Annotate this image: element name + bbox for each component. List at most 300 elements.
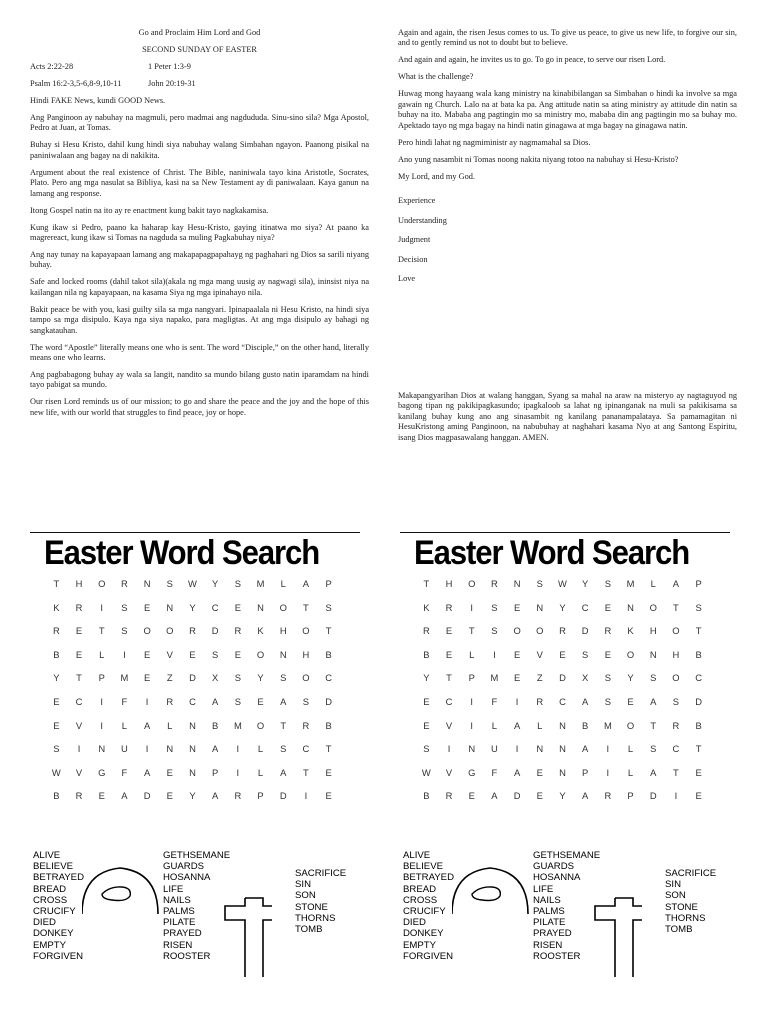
grid-letter: P (325, 578, 332, 589)
grid-letter: A (491, 790, 498, 802)
grid-letter: A (513, 766, 521, 778)
grid-letter: E (143, 601, 151, 613)
grid-letter: T (695, 743, 702, 755)
grid-letter: E (189, 648, 196, 660)
grid-letter: P (98, 672, 105, 684)
grid-letter: N (257, 601, 264, 613)
grid-letter: V (75, 719, 83, 731)
paragraph: Our risen Lord reminds us of our mission; to go and share the peace and the joy and the hope of this new life, with our world that struggles to find peace, joy or hope. (30, 397, 369, 417)
grid-letter: I (470, 719, 474, 731)
grid-letter: H (279, 625, 287, 637)
grid-letter: G (468, 766, 476, 778)
grid-letter: A (143, 719, 151, 731)
grid-letter: W (421, 766, 431, 778)
grid-letter: E (75, 625, 83, 637)
verb-item: Judgment (398, 235, 431, 245)
grid-letter: I (304, 790, 308, 802)
grid-letter: S (650, 743, 657, 755)
grid-letter: T (53, 578, 60, 589)
grid-letter: T (303, 601, 309, 613)
paragraph: Ang nay tunay na kapayapaan lamang ang makapapagpapahayg ng paghahari ng Dios sa sarili niyang buhay. (30, 250, 369, 270)
grid-letter: R (234, 790, 242, 802)
grid-letter: R (491, 578, 498, 589)
reading-row (30, 79, 369, 89)
grid-letter: R (604, 625, 612, 637)
grid-letter: A (280, 695, 287, 707)
grid-letter: V (166, 648, 173, 660)
grid-letter: I (100, 601, 104, 613)
grid-letter: C (302, 743, 310, 755)
paragraph: Itong Gospel natin na ito ay re enactment kung bakit tayo nagkakamisa. (30, 205, 269, 215)
paragraph: Bakit peace be with you, kasi guilty sila sa mga nangyari. Ipinapaalala ni Hesu Kristo, na hindi siya tampo sa mga disipulo. Kaya nga siya napako, para magligtas. At ang mga disipulo ay bahagi ng sangkatauhan. (30, 304, 369, 335)
verb-item: Love (398, 274, 416, 284)
grid-letter: R (166, 695, 174, 707)
reading-ref: Psalm 16:2-3,5-6,8-9,10-11 (30, 79, 122, 88)
grid-letter: N (166, 601, 174, 613)
grid-letter: B (423, 648, 430, 660)
grid-letter: F (491, 766, 498, 778)
grid-letter: B (212, 719, 219, 731)
grid-letter: W (558, 578, 567, 589)
verb-item: Experience (398, 196, 436, 206)
grid-letter: I (123, 648, 126, 660)
grid-letter: A (582, 695, 589, 707)
word-list: GETHSEMANE GUARDS HOSANNA LIFE NAILS PALMS PILATE PRAYED RISEN ROOSTER (533, 850, 601, 962)
grid-letter: E (445, 648, 453, 660)
grid-letter: D (211, 625, 219, 637)
grid-letter: C (211, 601, 219, 613)
grid-letter: N (627, 601, 634, 613)
reading-ref: 1 Peter 1:3-9 (148, 62, 191, 71)
grid-letter: E (166, 766, 173, 778)
grid-letter: T (325, 625, 332, 637)
grid-letter: R (234, 625, 242, 637)
grid-letter: O (166, 625, 174, 637)
grid-letter: O (626, 648, 635, 660)
grid-letter: E (143, 648, 151, 660)
grid-letter: X (212, 672, 219, 684)
reading-row (30, 62, 369, 72)
grid-letter: E (98, 790, 105, 802)
grid-letter: Y (212, 578, 219, 589)
grid-letter: E (695, 766, 702, 778)
page-subtitle: SECOND SUNDAY OF EASTER (142, 45, 257, 54)
grid-letter: T (673, 601, 679, 613)
grid-letter: B (582, 719, 589, 731)
grid-letter: B (695, 719, 702, 731)
grid-letter: I (77, 743, 81, 755)
right-paragraphs (398, 28, 737, 182)
grid-letter: N (189, 766, 196, 778)
paragraph: Argument about the real existence of Christ. The Bible, naniniwala tayo kina Aristotle, Socrates, Plato. Pero ang mga nasulat sa Bibliya, kasi na sa New Testament ay di paniwalaan. Kaya ganun na lamang ang response. (30, 167, 369, 198)
grid-letter: U (491, 743, 498, 755)
grid-letter: Y (559, 601, 566, 613)
page-title: Go and Proclaim Him Lord and God (138, 28, 261, 37)
grid-letter: X (582, 672, 589, 684)
grid-letter: H (649, 625, 657, 637)
grid-letter: A (650, 766, 657, 778)
paragraph: Ang Panginoon ay nabuhay na magmuli, pero madmai ang nagdududa. Sinu-sino sila? Mga Apostol, Pedro at Juan, at Tomas. (30, 113, 369, 133)
grid-letter: B (325, 648, 332, 660)
grid-letter: E (536, 790, 543, 802)
grid-letter: L (257, 766, 264, 778)
grid-letter: Y (189, 601, 196, 613)
grid-letter: E (604, 648, 611, 660)
grid-letter: A (212, 695, 219, 707)
grid-letter: S (234, 695, 241, 707)
grid-letter: T (446, 672, 452, 684)
grid-letter: O (672, 672, 680, 684)
grid-letter: D (649, 790, 657, 802)
paragraph: And again and again, he invites us to go. To go in peace, to serve our risen Lord. (398, 55, 666, 65)
grid-letter: S (423, 743, 430, 755)
grid-letter: I (145, 743, 149, 755)
grid-letter: Y (53, 672, 60, 684)
grid-letter: L (650, 578, 656, 589)
grid-letter: E (468, 790, 475, 802)
word-list: GETHSEMANE GUARDS HOSANNA LIFE NAILS PALMS PILATE PRAYED RISEN ROOSTER (163, 850, 231, 962)
grid-letter: S (604, 578, 611, 589)
grid-letter: I (493, 648, 496, 660)
grid-letter: I (606, 743, 610, 755)
grid-letter: N (559, 766, 566, 778)
grid-letter: E (536, 766, 543, 778)
title-rule (30, 532, 360, 533)
grid-letter: S (234, 578, 241, 589)
grid-letter: I (606, 766, 610, 778)
grid-letter: V (75, 766, 83, 778)
grid-letter: E (257, 695, 264, 707)
grid-letter: P (468, 672, 475, 684)
grid-letter: O (513, 625, 521, 637)
grid-letter: E (53, 695, 60, 707)
grid-letter: K (257, 625, 264, 637)
grid-letter: N (143, 578, 151, 589)
grid-letter: R (189, 625, 196, 637)
grid-letter: S (212, 648, 219, 660)
word-list: ALIVE BELIEVE BETRAYED BREAD CROSS CRUCIFY DIED DONKEY EMPTY FORGIVEN (33, 850, 84, 962)
paragraph: Kung ikaw si Pedro, paano ka haharap kay Hesu-Kristo, gaying itinatwa mo siya? At paano ka magrereact, kung ikaw si Tomas na nagduda sa muling Pagkabuhay niya? (30, 222, 369, 243)
grid-letter: S (280, 672, 287, 684)
grid-letter: T (695, 625, 702, 637)
paragraph: Ano yung nasambit ni Tomas noong nakita niyang totoo na nabuhay si Hesu-Kristo? (398, 154, 679, 164)
grid-letter: E (423, 719, 430, 731)
grid-letter: D (559, 672, 566, 684)
grid-letter: S (695, 601, 702, 613)
grid-letter: L (491, 719, 498, 731)
paragraph: The word “Apostle” literally means one who is sent. The word “Disciple,” on the other hand, literally means one who learns. (30, 342, 369, 363)
grid-letter: R (52, 625, 60, 637)
grid-letter: E (143, 672, 151, 684)
grid-letter: B (53, 790, 60, 802)
grid-letter: O (279, 601, 287, 613)
grid-letter: Y (189, 790, 196, 802)
grid-letter: A (212, 790, 219, 802)
verbs-list (398, 196, 737, 285)
grid-letter: I (236, 766, 240, 778)
grid-letter: S (325, 601, 332, 613)
grid-letter: O (302, 625, 310, 637)
grid-letter: L (627, 766, 634, 778)
grid-letter: A (280, 766, 287, 778)
grid-letter: A (672, 578, 680, 589)
grid-letter: U (121, 743, 128, 755)
grid-letter: A (513, 719, 521, 731)
grid-letter: L (121, 719, 128, 731)
grid-letter: T (325, 743, 332, 755)
grid-letter: R (75, 790, 83, 802)
grid-letter: O (626, 719, 635, 731)
grid-letter: M (490, 672, 499, 684)
grid-letter: S (121, 601, 128, 613)
grid-letter: M (233, 719, 242, 731)
grid-letter: I (470, 601, 474, 613)
grid-letter: E (234, 648, 241, 660)
grid-letter: O (256, 719, 265, 731)
grid-letter: O (672, 625, 680, 637)
grid-letter: L (167, 719, 173, 731)
grid-letter: O (536, 625, 544, 637)
grid-letter: C (581, 601, 589, 613)
grid-letter: R (536, 695, 544, 707)
right-column (398, 28, 737, 294)
grid-letter: B (53, 648, 60, 660)
grid-letter: C (75, 695, 83, 707)
grid-letter: D (325, 695, 332, 707)
grid-letter: E (627, 695, 634, 707)
grid-letter: P (695, 578, 702, 589)
grid-letter: C (559, 695, 566, 707)
grid-letter: N (468, 743, 476, 755)
grid-letter: T (76, 672, 82, 684)
grid-letter: N (189, 743, 196, 755)
grid-letter: F (121, 766, 128, 778)
grid-letter: O (98, 578, 106, 589)
word-search-left (30, 530, 360, 977)
grid-letter: E (695, 790, 702, 802)
left-column (30, 28, 369, 425)
grid-letter: E (75, 648, 83, 660)
paragraph: Safe and locked rooms (dahil takot sila)(akala ng mga mang uusig ay nagwagi sila), ininsist niya na kailangan nila ng kapayapaan, na kasama Siya ng mga ipinahayo nila. (30, 277, 369, 297)
grid-letter: B (695, 648, 702, 660)
grid-letter: R (75, 601, 83, 613)
word-list: SACRIFICE SIN SON STONE THORNS TOMB (665, 868, 717, 936)
grid-letter: E (423, 695, 430, 707)
grid-letter: T (280, 719, 287, 731)
grid-letter: R (559, 625, 566, 637)
grid-letter: V (445, 719, 453, 731)
grid-letter: P (582, 766, 589, 778)
grid-letter: Y (257, 672, 264, 684)
grid-letter: L (469, 648, 475, 660)
grid-letter: A (212, 743, 219, 755)
grid-letter: N (279, 648, 287, 660)
grid-letter: F (491, 695, 498, 707)
grid-letter: R (445, 601, 453, 613)
reading-ref: Acts 2:22-28 (30, 62, 74, 71)
grid-letter: E (513, 648, 521, 660)
grid-letter: Y (627, 672, 634, 684)
grid-letter: R (302, 719, 310, 731)
grid-letter: D (189, 672, 196, 684)
grid-letter: S (536, 578, 543, 589)
grid-letter: Z (166, 672, 173, 684)
grid-letter: L (627, 743, 634, 755)
grid-letter: E (325, 790, 332, 802)
grid-letter: S (234, 672, 241, 684)
grid-letter: D (581, 625, 589, 637)
reading-ref: John 20:19-31 (148, 79, 196, 88)
grid-letter: S (582, 648, 589, 660)
grid-letter: C (695, 672, 702, 684)
word-list: SACRIFICE SIN SON STONE THORNS TOMB (295, 868, 347, 936)
grid-letter: Y (582, 578, 589, 589)
grid-letter: P (627, 790, 634, 802)
paragraph: My Lord, and my God. (398, 171, 475, 181)
grid-letter: M (626, 578, 635, 589)
left-paragraphs (30, 96, 369, 418)
grid-letter: C (445, 695, 453, 707)
grid-letter: N (98, 743, 106, 755)
grid-letter: A (650, 695, 657, 707)
grid-letter: E (53, 719, 60, 731)
grid-letter: T (673, 766, 679, 778)
word-search-title: Easter Word Search (44, 534, 320, 572)
grid-letter: S (672, 695, 680, 707)
paragraph: Hindi FAKE News, kundi GOOD News. (30, 96, 166, 105)
grid-letter: L (537, 719, 543, 731)
grid-letter: I (145, 695, 149, 707)
grid-letter: W (188, 578, 197, 589)
grid-letter: B (325, 719, 332, 731)
grid-letter: C (672, 743, 680, 755)
grid-letter: H (302, 648, 310, 660)
readings-list (30, 62, 369, 89)
grid-letter: C (189, 695, 196, 707)
grid-letter: C (325, 672, 332, 684)
grid-letter: T (303, 766, 309, 778)
grid-letter: I (100, 695, 104, 707)
grid-letter: T (468, 625, 475, 637)
grid-letter: O (256, 648, 265, 660)
grid-letter: R (121, 578, 128, 589)
grid-letter: R (672, 719, 680, 731)
grid-letter: N (513, 578, 521, 589)
grid-letter: I (470, 695, 474, 707)
grid-letter: R (422, 625, 430, 637)
grid-letter: Z (536, 672, 543, 684)
grid-letter: H (75, 578, 83, 589)
grid-letter: O (302, 672, 310, 684)
grid-letter: S (604, 695, 611, 707)
verb-item: Understanding (398, 215, 447, 225)
grid-letter: K (627, 625, 634, 637)
grid-letter: E (559, 648, 566, 660)
grid-letter: Y (423, 672, 430, 684)
grid-letter: E (513, 672, 521, 684)
grid-letter: E (604, 601, 611, 613)
paragraph: Ang pagbabagong buhay ay wala sa langit, nandito sa mundo bilang gusto natin iparamdam na hindi tayo pabigat sa mundo. (30, 370, 369, 390)
grid-letter: N (166, 743, 174, 755)
grid-letter: A (143, 766, 151, 778)
grid-letter: A (582, 790, 589, 802)
grid-letter: S (53, 743, 60, 755)
grid-letter: D (279, 790, 287, 802)
grid-letter: L (280, 578, 286, 589)
grid-letter: E (325, 766, 332, 778)
word-search-right (400, 530, 730, 977)
grid-letter: L (99, 648, 105, 660)
grid-letter: S (604, 672, 611, 684)
grid-letter: K (53, 601, 60, 613)
grid-letter: S (302, 695, 310, 707)
grid-letter: S (491, 625, 498, 637)
grid-letter: S (121, 625, 128, 637)
grid-letter: N (649, 648, 657, 660)
word-search-title: Easter Word Search (414, 534, 690, 572)
grid-letter: S (491, 601, 498, 613)
grid-letter: P (212, 766, 219, 778)
letter-grid (45, 578, 340, 814)
grid-letter: A (302, 578, 310, 589)
grid-letter: T (98, 625, 105, 637)
grid-letter: T (650, 719, 657, 731)
grid-letter: E (166, 790, 173, 802)
word-list: ALIVE BELIEVE BETRAYED BREAD CROSS CRUCIFY DIED DONKEY EMPTY FORGIVEN (403, 850, 454, 962)
grid-letter: F (121, 695, 128, 707)
verb-item: Decision (398, 254, 428, 264)
grid-letter: Y (559, 790, 566, 802)
grid-letter: D (143, 790, 151, 802)
paragraph: What is the challenge? (398, 72, 474, 82)
grid-letter: N (559, 743, 566, 755)
grid-letter: B (423, 790, 430, 802)
grid-letter: O (143, 625, 151, 637)
grid-letter: D (695, 695, 702, 707)
grid-letter: A (582, 743, 589, 755)
paragraph: Pero hindi lahat ng nagmiministr ay nagmamahal sa Dios. (398, 137, 591, 147)
grid-letter: N (559, 719, 566, 731)
grid-letter: G (98, 766, 106, 778)
grid-letter: I (236, 743, 240, 755)
grid-letter: N (536, 601, 544, 613)
grid-letter: M (256, 578, 265, 589)
paragraph: Huwag mong hayaang wala kang ministry na kinabibilangan sa Simbahan o hindi ka involve sa mga gawain ng Church. Lalo na at bata ka pa. Ang attitude natin sa ating ministry ay attitude din natin sa buhay na ito. Mababa ang pagtingin mo sa ministry mo, mababa din ang pagtingin mo sa buhay mo. Apektado tayo ng mga bagay na hindi natin ginagawa at mga bagay na ginagawa natin. (398, 89, 737, 130)
grid-letter: N (189, 719, 196, 731)
grid-letter: I (100, 719, 104, 731)
grid-letter: R (445, 790, 453, 802)
grid-letter: E (445, 625, 453, 637)
paragraph: Buhay si Hesu Kristo, dahil kung hindi siya nabuhay walang Simbahan ngayon. Paanong pisikal na paniniwalaan ang bagay na di nakikita. (30, 140, 369, 160)
grid-letter: K (423, 601, 430, 613)
grid-letter: V (536, 648, 543, 660)
grid-letter: S (166, 578, 173, 589)
closing-prayer: Makapangyarihan Dios at walang hanggan, Syang sa mahal na araw na misteryo ay nagtaguyod ng bagong tipan ng pakikipagkasundo; ipagkaloob sa lahat ng ipinanganak na muli sa pakikisama sa kanilang buhay kung ano ang sinasambit ng kanilang pananampalataya. Sa pamamagitan ni HesuKristong aming Panginoon, na nabubuhay at naghahari kasama Nyo at ang Santong Espiritu, isang Dios magpasawalang hanggan. AMEN. (398, 391, 737, 442)
paragraph: Again and again, the risen Jesus comes to us. To give us peace, to give us new life, to forgive our sin, and to gently remind us not to doubt but to believe. (398, 28, 737, 48)
grid-letter: M (120, 672, 129, 684)
grid-letter: A (121, 790, 128, 802)
grid-letter: R (604, 790, 612, 802)
grid-letter: O (468, 578, 476, 589)
grid-letter: N (536, 743, 544, 755)
grid-letter: I (515, 743, 519, 755)
grid-letter: S (650, 672, 657, 684)
grid-letter: D (513, 790, 521, 802)
grid-letter: W (51, 766, 61, 778)
grid-letter: H (445, 578, 453, 589)
title-rule (400, 532, 730, 533)
grid-letter: I (674, 790, 678, 802)
